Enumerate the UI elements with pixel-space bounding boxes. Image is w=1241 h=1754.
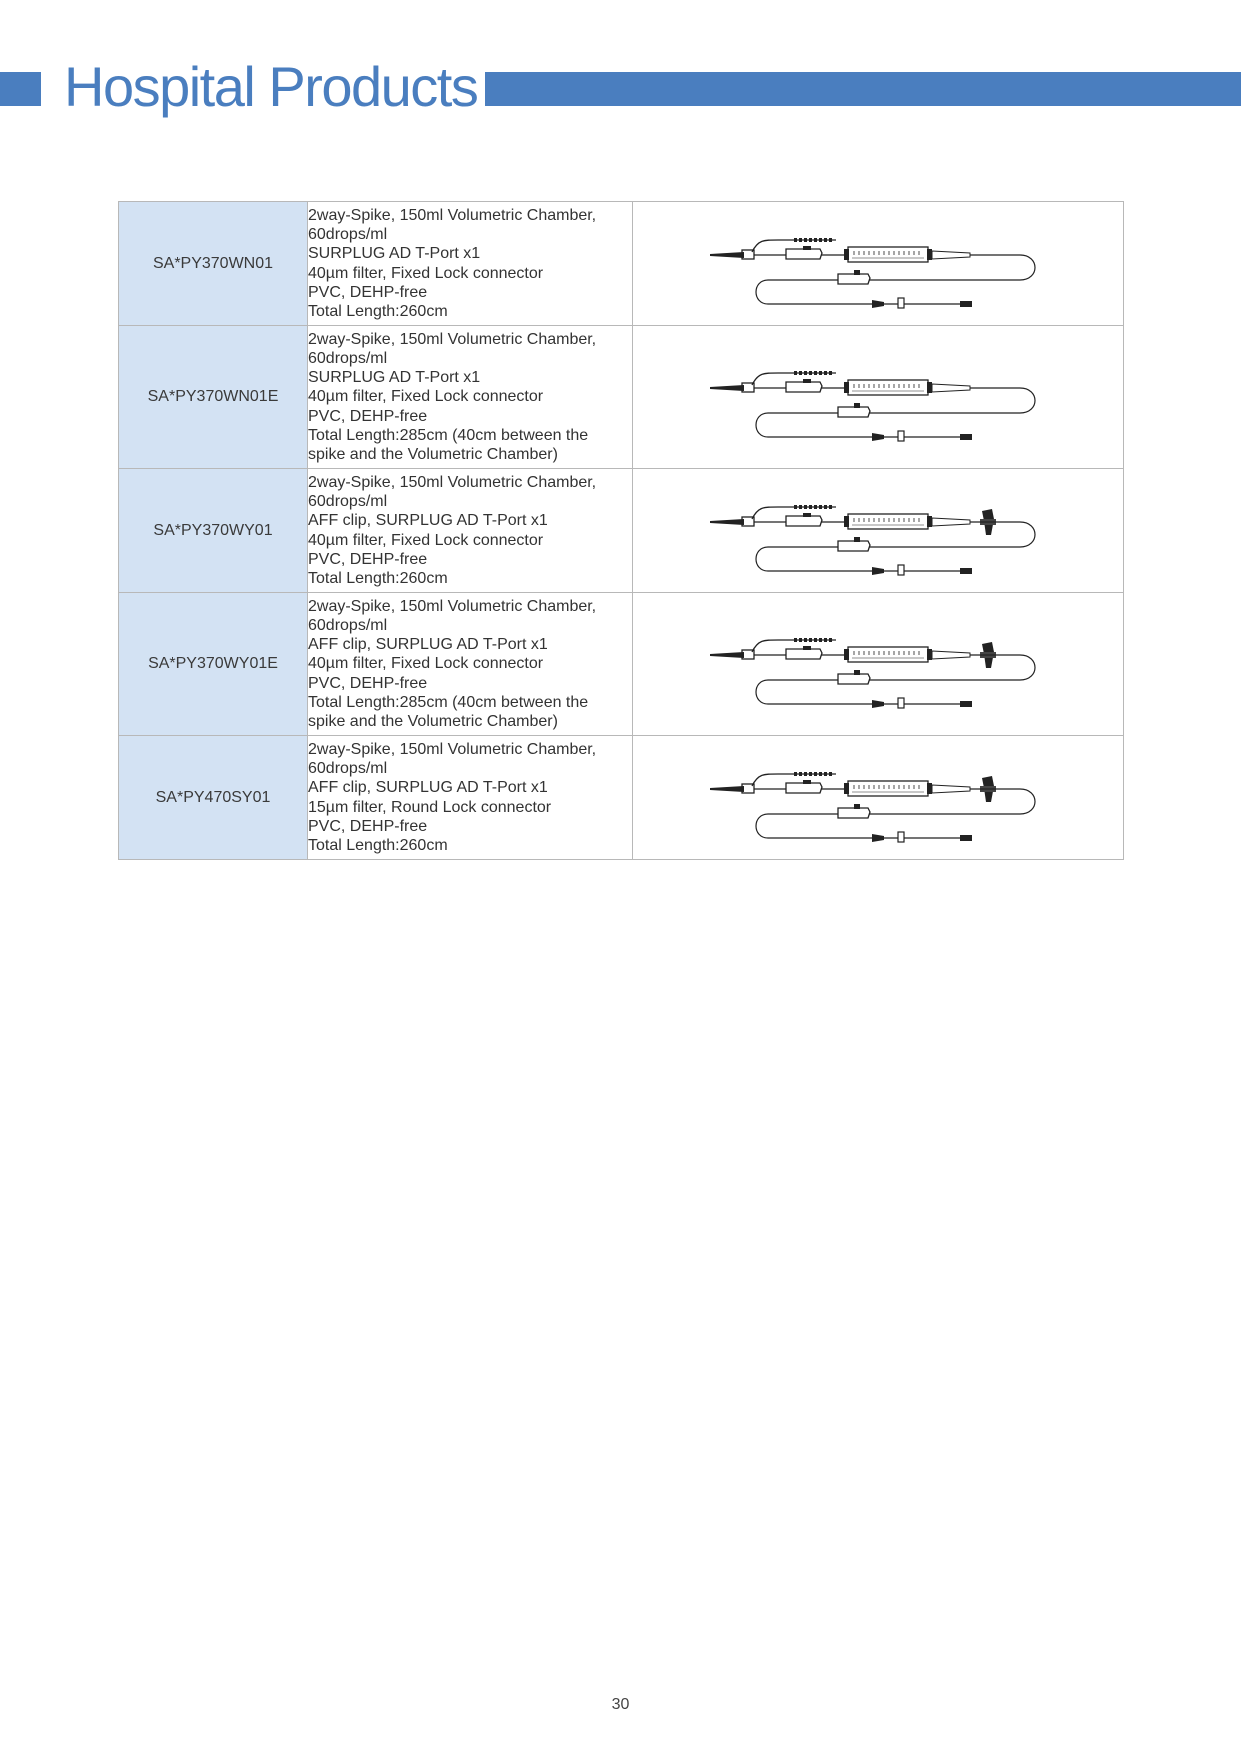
product-image	[633, 469, 1124, 593]
description-line: 2way-Spike, 150ml Volumetric Chamber,	[308, 597, 597, 615]
page-number: 30	[611, 1696, 630, 1713]
description-line: spike and the Volumetric Chamber)	[308, 713, 558, 730]
description-line: 40µm filter, Fixed Lock connector	[308, 388, 544, 406]
product-image	[633, 593, 1124, 736]
description-line: 2way-Spike, 150ml Volumetric Chamber,	[308, 330, 597, 348]
product-image	[633, 326, 1124, 469]
description-line: Total Length:260cm	[308, 302, 448, 320]
table-row	[119, 202, 1124, 326]
description-line: 60drops/ml	[308, 226, 388, 244]
product-code: SA*PY470SY01	[119, 736, 308, 860]
description-line: PVC, DEHP-free	[308, 407, 428, 425]
page-title: Hospital Products	[64, 55, 478, 118]
product-image	[633, 736, 1124, 860]
infusion-set-diagram	[708, 218, 1048, 310]
product-code: SA*PY370WN01E	[119, 326, 308, 469]
product-code: SA*PY370WY01E	[119, 593, 308, 736]
table-row	[119, 326, 1124, 469]
description-line: 40µm filter, Fixed Lock connector	[308, 264, 544, 282]
description-line: 60drops/ml	[308, 493, 388, 511]
description-line: PVC, DEHP-free	[308, 674, 428, 692]
description-line: spike and the Volumetric Chamber)	[308, 446, 558, 463]
description-line: SURPLUG AD T-Port x1	[308, 245, 481, 263]
infusion-set-with-clip-diagram	[708, 485, 1048, 577]
description-line: 2way-Spike, 150ml Volumetric Chamber,	[308, 473, 597, 491]
description-line: 15µm filter, Round Lock connector	[308, 798, 552, 816]
description-line: 60drops/ml	[308, 349, 388, 367]
product-description	[308, 202, 633, 326]
description-line: AFF clip, SURPLUG AD T-Port x1	[308, 779, 548, 797]
product-description	[308, 326, 633, 469]
description-line: PVC, DEHP-free	[308, 817, 428, 835]
description-line: 40µm filter, Fixed Lock connector	[308, 655, 544, 673]
description-line: SURPLUG AD T-Port x1	[308, 369, 481, 387]
description-line: 60drops/ml	[308, 616, 388, 634]
product-table	[118, 201, 1124, 860]
infusion-set-with-clip-diagram	[708, 618, 1048, 710]
table-row	[119, 469, 1124, 593]
product-description	[308, 736, 633, 860]
description-line: 2way-Spike, 150ml Volumetric Chamber,	[308, 206, 597, 224]
product-description	[308, 469, 633, 593]
description-line: 40µm filter, Fixed Lock connector	[308, 531, 544, 549]
header-accent-bar	[485, 72, 1241, 106]
description-line: 60drops/ml	[308, 760, 388, 778]
description-line: Total Length:285cm (40cm between the	[308, 426, 589, 444]
table-row	[119, 593, 1124, 736]
product-code: SA*PY370WY01	[119, 469, 308, 593]
description-line: AFF clip, SURPLUG AD T-Port x1	[308, 512, 548, 530]
infusion-set-with-clip-diagram	[708, 752, 1048, 844]
description-line: Total Length:260cm	[308, 569, 448, 587]
product-code: SA*PY370WN01	[119, 202, 308, 326]
description-line: PVC, DEHP-free	[308, 550, 428, 568]
table-row	[119, 736, 1124, 860]
product-image	[633, 202, 1124, 326]
description-line: Total Length:260cm	[308, 836, 448, 854]
description-line: Total Length:285cm (40cm between the	[308, 693, 589, 711]
description-line: PVC, DEHP-free	[308, 283, 428, 301]
description-line: 2way-Spike, 150ml Volumetric Chamber,	[308, 740, 597, 758]
header-accent-square	[0, 72, 41, 106]
description-line: AFF clip, SURPLUG AD T-Port x1	[308, 636, 548, 654]
infusion-set-diagram	[708, 351, 1048, 443]
product-description	[308, 593, 633, 736]
